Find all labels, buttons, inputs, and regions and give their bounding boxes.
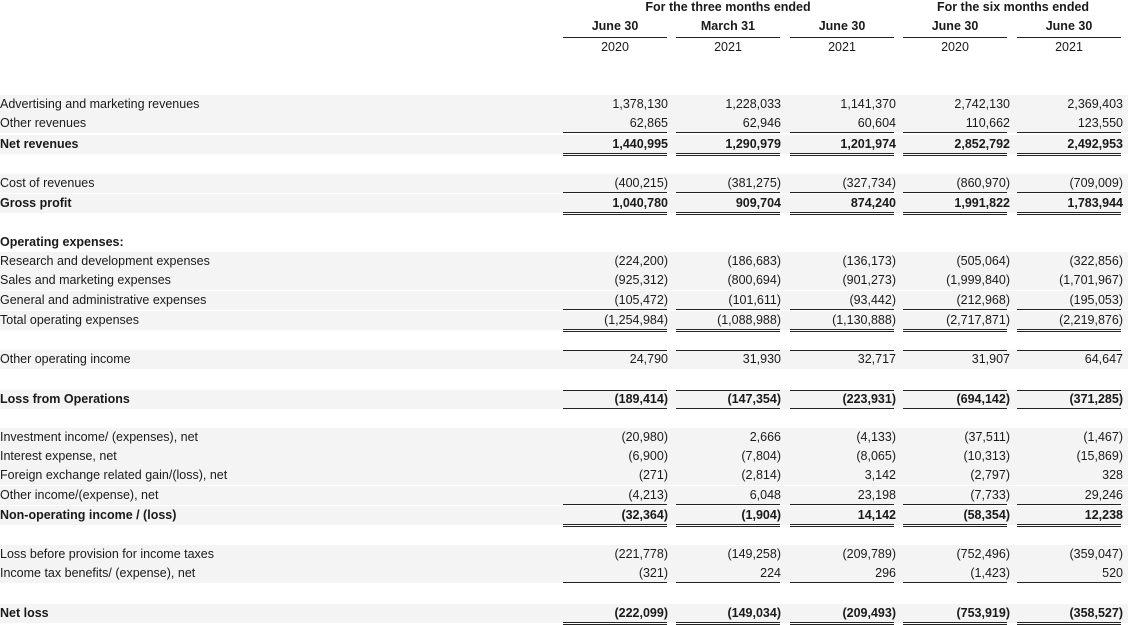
row-value: (6,900) bbox=[628, 449, 668, 463]
row-value: (358,527) bbox=[1069, 606, 1123, 620]
total-underline bbox=[790, 309, 894, 310]
total-underline bbox=[676, 132, 780, 133]
total-underline bbox=[676, 524, 780, 527]
row-value: (753,919) bbox=[956, 606, 1010, 620]
row-label: Net loss bbox=[0, 606, 49, 620]
total-underline bbox=[790, 329, 894, 332]
row-value: 1,378,130 bbox=[612, 97, 668, 111]
row-value: (1,130,888) bbox=[832, 313, 896, 327]
row-value: (1,904) bbox=[741, 508, 781, 522]
row-label: Income tax benefits/ (expense), net bbox=[0, 566, 196, 580]
row-value: (860,970) bbox=[956, 176, 1010, 190]
row-value: (2,717,871) bbox=[946, 313, 1010, 327]
row-value: 224 bbox=[760, 566, 781, 580]
row-value: 1,440,995 bbox=[612, 137, 668, 151]
total-underline bbox=[790, 582, 894, 583]
row-value: (2,797) bbox=[970, 468, 1010, 482]
row-value: 874,240 bbox=[850, 196, 896, 210]
row-value: (505,064) bbox=[956, 254, 1010, 268]
total-underline bbox=[790, 504, 894, 505]
row-value: (224,200) bbox=[614, 254, 668, 268]
row-value: 2,492,953 bbox=[1067, 137, 1123, 151]
row-value: (359,047) bbox=[1069, 547, 1123, 561]
total-underline bbox=[903, 309, 1007, 310]
row-label: Net revenues bbox=[0, 137, 79, 151]
total-underline bbox=[1017, 329, 1121, 332]
row-value: (1,088,988) bbox=[717, 313, 781, 327]
row-value: (1,254,984) bbox=[604, 313, 668, 327]
group-title-three-months: For the three months ended bbox=[645, 0, 811, 14]
row-label: Other operating income bbox=[0, 352, 131, 366]
total-underline bbox=[1017, 132, 1121, 133]
row-value: (2,814) bbox=[741, 468, 781, 482]
row-value: (10,313) bbox=[963, 449, 1010, 463]
row-label: Other revenues bbox=[0, 116, 87, 130]
header-underline bbox=[1017, 37, 1121, 38]
total-underline bbox=[563, 212, 667, 215]
row-value: 1,141,370 bbox=[840, 97, 896, 111]
total-underline bbox=[790, 132, 894, 133]
total-underline bbox=[903, 329, 1007, 332]
total-underline bbox=[563, 153, 667, 156]
row-value: (4,213) bbox=[628, 488, 668, 502]
row-value: 2,742,130 bbox=[954, 97, 1010, 111]
row-value: (149,258) bbox=[727, 547, 781, 561]
row-value: (271) bbox=[638, 468, 668, 482]
row-value: 64,647 bbox=[1084, 352, 1123, 366]
row-value: 520 bbox=[1102, 566, 1123, 580]
header-underline bbox=[790, 37, 894, 38]
column-header-year: 2021 bbox=[714, 40, 742, 54]
total-underline bbox=[1017, 309, 1121, 310]
row-value: (209,789) bbox=[842, 547, 896, 561]
row-value: (1,999,840) bbox=[946, 273, 1010, 287]
column-header-year: 2021 bbox=[828, 40, 856, 54]
row-value: (322,856) bbox=[1069, 254, 1123, 268]
total-underline bbox=[903, 504, 1007, 505]
row-value: (327,734) bbox=[842, 176, 896, 190]
row-value: (2,219,876) bbox=[1059, 313, 1123, 327]
row-value: 62,946 bbox=[742, 116, 781, 130]
row-value: (149,034) bbox=[727, 606, 781, 620]
row-value: (1,701,967) bbox=[1059, 273, 1123, 287]
total-underline bbox=[903, 582, 1007, 583]
total-underline bbox=[903, 192, 1007, 193]
total-underline bbox=[1017, 524, 1121, 527]
row-value: (222,099) bbox=[614, 606, 668, 620]
total-underline bbox=[563, 582, 667, 583]
header-underline bbox=[563, 37, 667, 38]
row-value: 1,228,033 bbox=[725, 97, 781, 111]
total-underline bbox=[563, 504, 667, 505]
row-label: Loss from Operations bbox=[0, 392, 130, 406]
row-value: 32,717 bbox=[857, 352, 896, 366]
row-value: (1,467) bbox=[1083, 430, 1123, 444]
total-underline bbox=[903, 212, 1007, 215]
subtotal-overline bbox=[563, 350, 667, 351]
row-value: 62,865 bbox=[629, 116, 668, 130]
row-value: (800,694) bbox=[727, 273, 781, 287]
row-value: (101,611) bbox=[728, 293, 781, 307]
column-header-month: March 31 bbox=[700, 19, 756, 33]
total-underline bbox=[1017, 582, 1121, 583]
total-underline bbox=[563, 524, 667, 527]
row-value: (20,980) bbox=[621, 430, 668, 444]
row-value: 2,852,792 bbox=[954, 137, 1010, 151]
row-value: 1,783,944 bbox=[1067, 196, 1123, 210]
subtotal-overline bbox=[903, 350, 1007, 351]
row-value: (925,312) bbox=[614, 273, 668, 287]
row-value: (901,273) bbox=[842, 273, 896, 287]
column-header-month: June 30 bbox=[818, 19, 866, 33]
row-value: 2,666 bbox=[749, 430, 781, 444]
row-value: (15,869) bbox=[1076, 449, 1123, 463]
total-underline bbox=[790, 524, 894, 527]
row-value: 29,246 bbox=[1084, 488, 1123, 502]
subtotal-overline bbox=[1017, 390, 1121, 391]
row-value: (93,442) bbox=[849, 293, 896, 307]
row-value: (136,173) bbox=[842, 254, 896, 268]
row-value: (371,285) bbox=[1069, 392, 1123, 406]
row-label: Sales and marketing expenses bbox=[0, 273, 171, 287]
total-underline bbox=[790, 153, 894, 156]
row-value: (195,053) bbox=[1069, 293, 1123, 307]
row-value: (189,414) bbox=[614, 392, 668, 406]
row-label: Total operating expenses bbox=[0, 313, 139, 327]
row-value: 1,991,822 bbox=[954, 196, 1010, 210]
row-value: (105,472) bbox=[614, 293, 668, 307]
row-value: 3,142 bbox=[864, 468, 896, 482]
row-value: (32,364) bbox=[621, 508, 668, 522]
row-value: 1,040,780 bbox=[612, 196, 668, 210]
row-value: 2,369,403 bbox=[1067, 97, 1123, 111]
column-header-year: 2020 bbox=[601, 40, 629, 54]
row-value: (4,133) bbox=[856, 430, 896, 444]
total-underline bbox=[676, 329, 780, 332]
column-header-month: June 30 bbox=[931, 19, 979, 33]
row-value: 296 bbox=[875, 566, 896, 580]
subtotal-overline bbox=[903, 390, 1007, 391]
total-underline bbox=[563, 309, 667, 310]
total-underline bbox=[563, 132, 667, 133]
row-value: (7,804) bbox=[741, 449, 781, 463]
row-value: 24,790 bbox=[629, 352, 668, 366]
total-underline bbox=[676, 582, 780, 583]
total-underline bbox=[676, 408, 780, 409]
column-header-month: June 30 bbox=[1045, 19, 1093, 33]
row-value: (147,354) bbox=[727, 392, 781, 406]
row-value: (752,496) bbox=[956, 547, 1010, 561]
row-value: (7,733) bbox=[970, 488, 1010, 502]
row-label: Cost of revenues bbox=[0, 176, 95, 190]
row-value: 328 bbox=[1102, 468, 1123, 482]
total-underline bbox=[903, 132, 1007, 133]
total-underline bbox=[563, 408, 667, 409]
subtotal-overline bbox=[1017, 350, 1121, 351]
subtotal-overline bbox=[676, 350, 780, 351]
row-label: Other income/(expense), net bbox=[0, 488, 159, 502]
row-value: 123,550 bbox=[1077, 116, 1123, 130]
row-label: Loss before provision for income taxes bbox=[0, 547, 214, 561]
header-underline bbox=[903, 37, 1007, 38]
row-label: Investment income/ (expenses), net bbox=[0, 430, 199, 444]
row-label: Interest expense, net bbox=[0, 449, 117, 463]
total-underline bbox=[790, 192, 894, 193]
row-label: Gross profit bbox=[0, 196, 72, 210]
row-value: 60,604 bbox=[857, 116, 896, 130]
row-value: 110,662 bbox=[965, 116, 1010, 130]
total-underline bbox=[903, 408, 1007, 409]
total-underline bbox=[1017, 192, 1121, 193]
row-value: (212,968) bbox=[956, 293, 1010, 307]
header-underline bbox=[676, 37, 780, 38]
total-underline bbox=[790, 212, 894, 215]
total-underline bbox=[1017, 212, 1121, 215]
row-label: Foreign exchange related gain/(loss), net bbox=[0, 468, 228, 482]
row-value: (400,215) bbox=[614, 176, 668, 190]
column-header-year: 2021 bbox=[1055, 40, 1083, 54]
row-label: General and administrative expenses bbox=[0, 293, 207, 307]
row-value: (223,931) bbox=[842, 392, 896, 406]
row-value: 6,048 bbox=[749, 488, 781, 502]
group-title-six-months: For the six months ended bbox=[936, 0, 1090, 14]
total-underline bbox=[676, 153, 780, 156]
total-underline bbox=[563, 329, 667, 332]
subtotal-overline bbox=[676, 390, 780, 391]
row-label: Operating expenses: bbox=[0, 235, 124, 249]
row-value: 12,238 bbox=[1084, 508, 1123, 522]
row-value: 31,930 bbox=[742, 352, 781, 366]
total-underline bbox=[903, 524, 1007, 527]
row-value: (209,493) bbox=[842, 606, 896, 620]
row-value: 31,907 bbox=[971, 352, 1010, 366]
total-underline bbox=[563, 192, 667, 193]
subtotal-overline bbox=[790, 350, 894, 351]
row-value: (221,778) bbox=[614, 547, 668, 561]
total-underline bbox=[1017, 504, 1121, 505]
row-label: Non-operating income / (loss) bbox=[0, 508, 177, 522]
row-value: 1,201,974 bbox=[840, 137, 896, 151]
total-underline bbox=[676, 504, 780, 505]
row-value: (37,511) bbox=[964, 430, 1010, 444]
row-value: 1,290,979 bbox=[725, 137, 781, 151]
total-underline bbox=[676, 309, 780, 310]
row-label: Research and development expenses bbox=[0, 254, 210, 268]
row-value: (58,354) bbox=[963, 508, 1010, 522]
total-underline bbox=[676, 212, 780, 215]
total-underline bbox=[790, 408, 894, 409]
column-header-year: 2020 bbox=[941, 40, 969, 54]
row-value: 14,142 bbox=[857, 508, 896, 522]
total-underline bbox=[1017, 153, 1121, 156]
row-label: Advertising and marketing revenues bbox=[0, 97, 200, 111]
total-underline bbox=[676, 192, 780, 193]
row-value: 909,704 bbox=[735, 196, 781, 210]
total-underline bbox=[1017, 408, 1121, 409]
row-value: (381,275) bbox=[727, 176, 781, 190]
row-value: (694,142) bbox=[956, 392, 1010, 406]
total-underline bbox=[903, 153, 1007, 156]
column-header-month: June 30 bbox=[591, 19, 639, 33]
row-value: (8,065) bbox=[856, 449, 896, 463]
row-value: 23,198 bbox=[857, 488, 896, 502]
row-value: (186,683) bbox=[727, 254, 781, 268]
row-value: (709,009) bbox=[1069, 176, 1123, 190]
row-value: (321) bbox=[638, 566, 668, 580]
subtotal-overline bbox=[563, 390, 667, 391]
row-value: (1,423) bbox=[970, 566, 1010, 580]
subtotal-overline bbox=[790, 390, 894, 391]
